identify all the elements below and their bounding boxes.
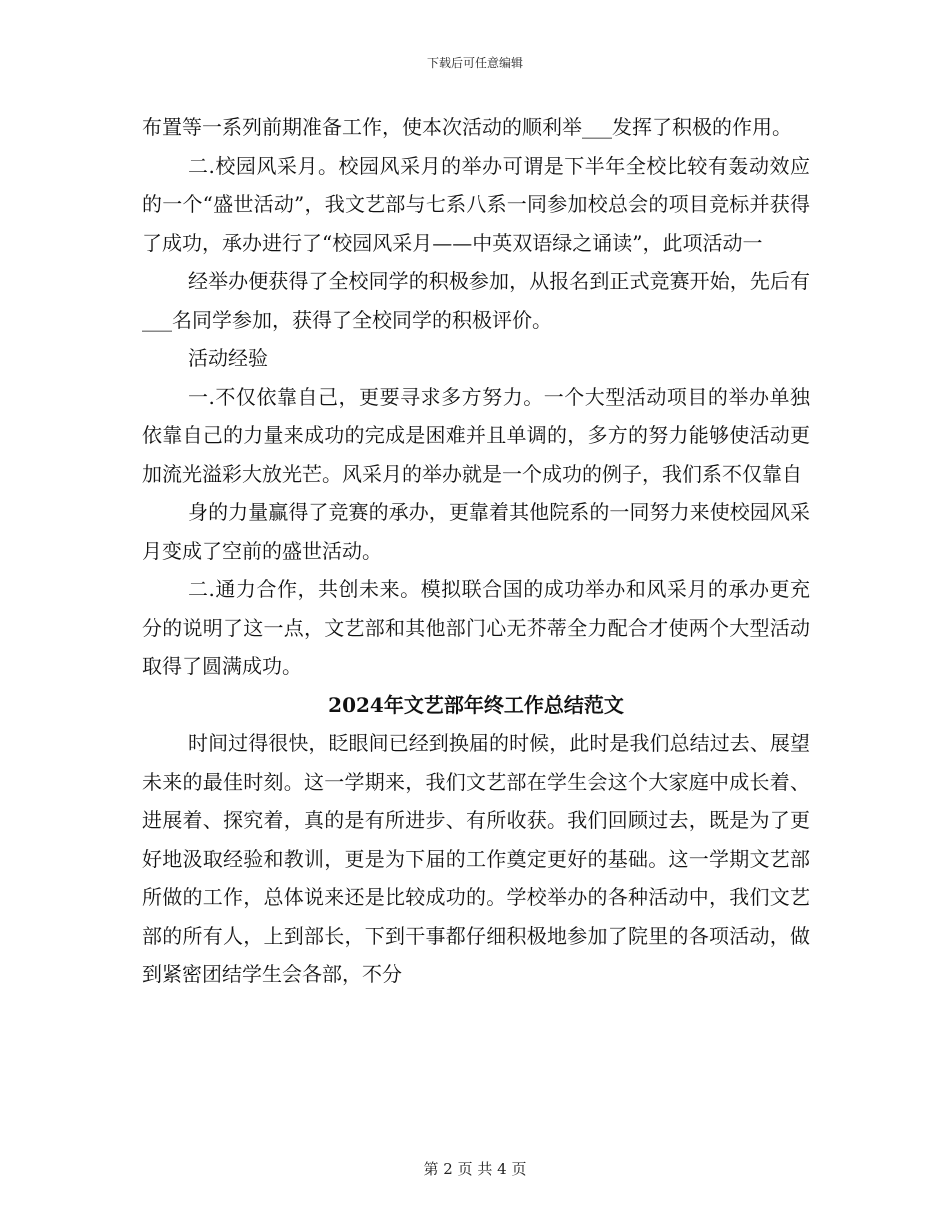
page-header: 下载后可任意编辑: [426, 56, 523, 70]
paragraph-participation: 经举办便获得了全校同学的积极参加，从报名到正式竞赛开始，先后有___名同学参加，获得了全校同学的积极评价。: [142, 269, 810, 332]
paragraph-experience-two: 二.通力合作，共创未来。模拟联合国的成功举办和风采月的承办更充分的说明了这一点，文艺部和其他部门心无芥蒂全力配合才使两个大型活动取得了圆满成功。: [142, 577, 810, 678]
paragraph-campus-month: 二.校园风采月。校园风采月的举办可谓是下半年全校比较有轰动效应的一个“盛世活动”，我文艺部与七系八系一同参加校总会的项目竞标并获得了成功，承办进行了“校园风采月——中英双语绿之诵读”，此项活动一: [142, 153, 810, 255]
paragraph-experience-one-cont: 身的力量赢得了竞赛的承办，更靠着其他院系的一同努力来使校园风采月变成了空前的盛世活动。: [142, 500, 810, 563]
section-heading-experience: 活动经验: [188, 346, 268, 370]
paragraph-summary-intro: 时间过得很快，眨眼间已经到换届的时候，此时是我们总结过去、展望未来的最佳时刻。这一学期来，我们文艺部在学生会这个大家庭中成长着、进展着、探究着，真的是有所进步、有所收获。我们回顾过去，既是为了更好地汲取经验和教训，更是为下届的工作奠定更好的基础。这一学期文艺部所做的工作，总体说来还是比较成功的。学校举办的各种活动中，我们文艺部的所有人，上到部长，下到干事都仔细积极地参加了院里的各项活动，做到紧密团结学生会各部，不分: [142, 731, 810, 986]
paragraph-continuation: 布置等一系列前期准备工作，使本次活动的顺利举___发挥了积极的作用。: [142, 115, 792, 139]
page-footer: 第 2 页 共 4 页: [423, 1160, 527, 1178]
document-body: [142, 108, 810, 994]
document-title: 2024年文艺部年终工作总结范文: [328, 692, 624, 717]
paragraph-experience-one: 一.不仅依靠自己，更要寻求多方努力。一个大型活动项目的举办单独依靠自己的力量来成功的完成是困难并且单调的，多方的努力能够使活动更加流光溢彩大放光芒。风采月的举办就是一个成功的例子，我们系不仅靠自: [142, 384, 810, 486]
